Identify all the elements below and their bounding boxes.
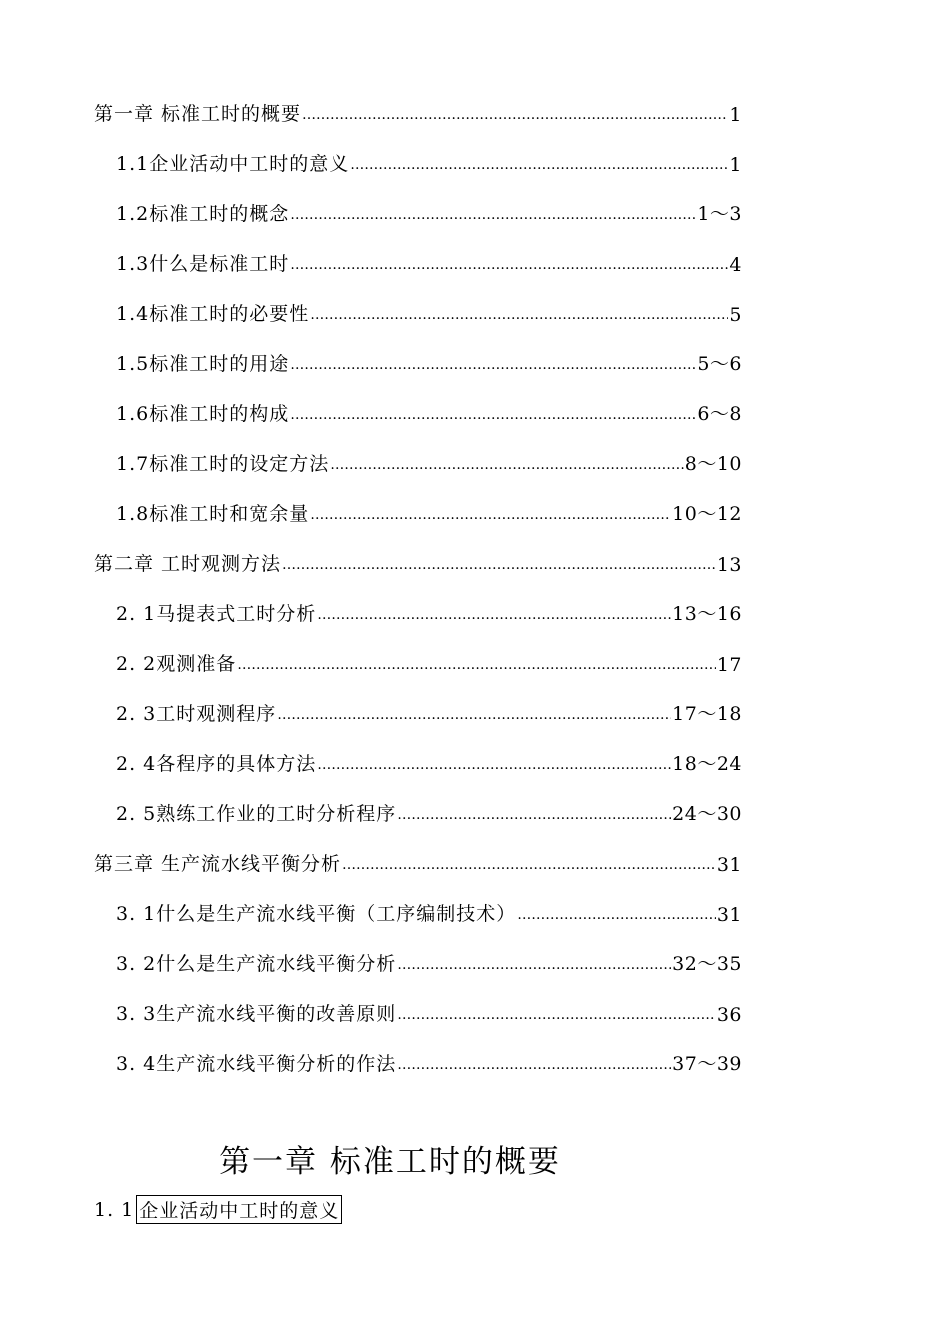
toc-entry-title: 3. 3生产流水线平衡的改善原则 [116, 1003, 397, 1025]
toc-entry-section-2-5[interactable] [116, 796, 742, 826]
toc-leader-dots [317, 757, 671, 776]
toc-entry-title: 2. 3工时观测程序 [116, 703, 277, 725]
toc-entry-chapter-1[interactable] [94, 96, 742, 126]
toc-leader-dots [237, 657, 716, 676]
toc-leader-dots [290, 257, 728, 276]
toc-entry-page: 32～35 [672, 953, 742, 975]
toc-entry-page: 1～3 [697, 203, 742, 225]
toc-entry-title: 1.8标准工时和宽余量 [116, 503, 310, 525]
section-number: 1. 1 [94, 1198, 135, 1221]
toc-entry-title: 第二章 工时观测方法 [94, 553, 282, 575]
toc-entry-page: 8～10 [684, 453, 742, 475]
toc-entry-section-1-5[interactable] [116, 346, 742, 376]
toc-leader-dots [350, 157, 728, 176]
toc-leader-dots [397, 807, 671, 826]
toc-entry-section-1-6[interactable] [116, 396, 742, 426]
toc-entry-section-1-8[interactable] [116, 496, 742, 526]
toc-leader-dots [290, 407, 696, 426]
toc-entry-title: 1.2标准工时的概念 [116, 203, 290, 225]
toc-entry-page: 31 [716, 904, 742, 926]
toc-leader-dots [290, 357, 696, 376]
toc-entry-section-1-7[interactable] [116, 446, 742, 476]
toc-entry-title: 3. 1什么是生产流水线平衡（工序编制技术） [116, 903, 517, 925]
section-heading [94, 1195, 342, 1224]
toc-entry-section-2-2[interactable] [116, 646, 742, 676]
toc-entry-chapter-2[interactable] [94, 546, 742, 576]
toc-entry-page: 13 [716, 554, 742, 576]
toc-entry-title: 3. 4生产流水线平衡分析的作法 [116, 1053, 397, 1075]
toc-leader-dots [397, 957, 671, 976]
toc-entry-page: 18～24 [672, 753, 742, 775]
toc-leader-dots [302, 107, 728, 126]
toc-leader-dots [397, 1007, 716, 1026]
toc-leader-dots [517, 907, 716, 926]
toc-leader-dots [342, 857, 716, 876]
toc-entry-title: 1.5标准工时的用途 [116, 353, 290, 375]
toc-entry-title: 1.3什么是标准工时 [116, 253, 290, 275]
toc-entry-section-1-2[interactable] [116, 196, 742, 226]
section-title-boxed: 企业活动中工时的意义 [136, 1195, 342, 1224]
toc-entry-title: 1.6标准工时的构成 [116, 403, 290, 425]
toc-leader-dots [310, 507, 671, 526]
toc-leader-dots [397, 1057, 671, 1076]
toc-entry-page: 17～18 [672, 703, 742, 725]
toc-entry-page: 1 [729, 104, 742, 126]
toc-entry-title: 第三章 生产流水线平衡分析 [94, 853, 342, 875]
chapter-heading: 第一章 标准工时的概要 [219, 1144, 561, 1180]
toc-entry-page: 36 [716, 1004, 742, 1026]
toc-entry-page: 10～12 [672, 503, 742, 525]
toc-entry-title: 1.4标准工时的必要性 [116, 303, 310, 325]
toc-entry-page: 13～16 [672, 603, 742, 625]
toc-entry-title: 2. 5熟练工作业的工时分析程序 [116, 803, 397, 825]
toc-leader-dots [290, 207, 696, 226]
toc-leader-dots [282, 557, 716, 576]
toc-entry-chapter-3[interactable] [94, 846, 742, 876]
toc-leader-dots [317, 607, 671, 626]
toc-entry-page: 17 [716, 654, 742, 676]
toc-entry-section-2-3[interactable] [116, 696, 742, 726]
toc-entry-title: 1.1企业活动中工时的意义 [116, 153, 350, 175]
toc-entry-page: 31 [716, 854, 742, 876]
toc-entry-section-1-1[interactable] [116, 146, 742, 176]
toc-leader-dots [330, 457, 684, 476]
toc-entry-page: 37～39 [672, 1053, 742, 1075]
toc-entry-section-3-1[interactable] [116, 896, 742, 926]
toc-entry-page: 6～8 [697, 403, 742, 425]
toc-leader-dots [277, 707, 671, 726]
toc-entry-section-3-3[interactable] [116, 996, 742, 1026]
toc-entry-page: 5～6 [697, 353, 742, 375]
toc-entry-page: 1 [729, 154, 742, 176]
toc-entry-section-3-4[interactable] [116, 1046, 742, 1076]
toc-entry-title: 2. 4各程序的具体方法 [116, 753, 317, 775]
toc-entry-section-3-2[interactable] [116, 946, 742, 976]
toc-entry-section-1-3[interactable] [116, 246, 742, 276]
toc-entry-section-1-4[interactable] [116, 296, 742, 326]
toc-entry-section-2-4[interactable] [116, 746, 742, 776]
toc-entry-title: 2. 2观测准备 [116, 653, 237, 675]
toc-entry-page: 5 [729, 304, 742, 326]
toc-entry-page: 4 [729, 254, 742, 276]
toc-entry-title: 1.7标准工时的设定方法 [116, 453, 330, 475]
toc-leader-dots [310, 307, 728, 326]
toc-entry-section-2-1[interactable] [116, 596, 742, 626]
toc-entry-page: 24～30 [672, 803, 742, 825]
toc-entry-title: 第一章 标准工时的概要 [94, 103, 302, 125]
toc-entry-title: 2. 1马提表式工时分析 [116, 603, 317, 625]
toc-entry-title: 3. 2什么是生产流水线平衡分析 [116, 953, 397, 975]
